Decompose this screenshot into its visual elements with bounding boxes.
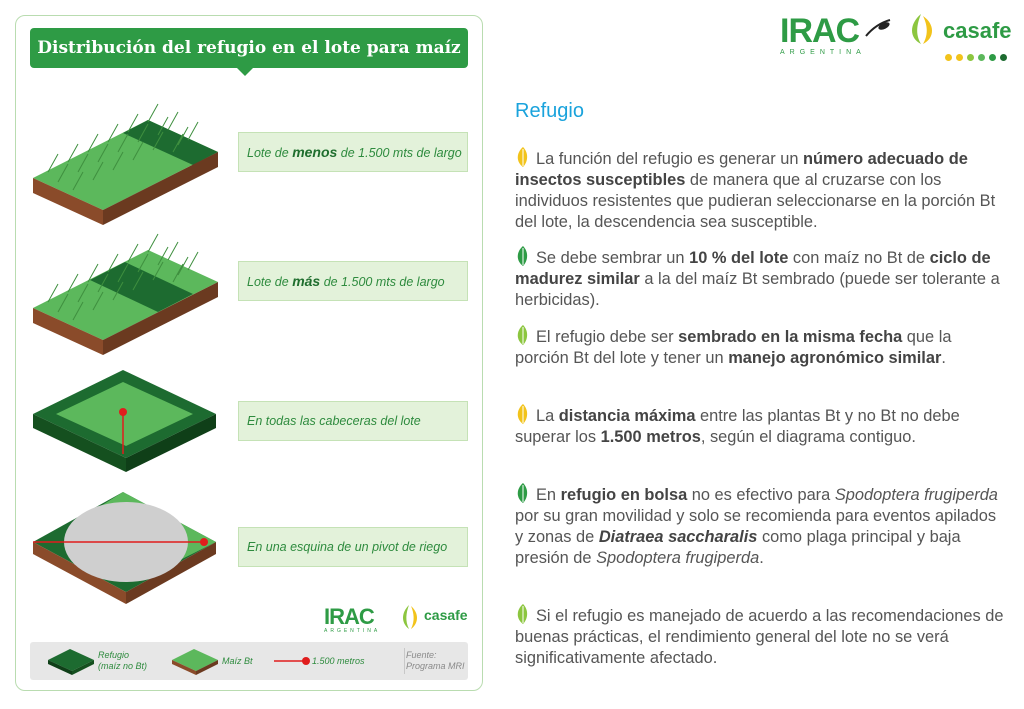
paragraph-3-run: que la porción Bt del lote y tener un [515,328,952,367]
label-lot-large [238,261,468,301]
casafe-logo-top [905,12,1015,60]
legend-distance-label: 1.500 metros [312,656,365,666]
paragraph-4-run: distancia máxima [558,407,696,425]
leaf-bullet-icon [515,245,530,267]
legend-refugio-label [98,650,147,672]
label-lot-small [238,132,468,172]
paragraph-4-run: 1.500 metros [600,428,701,446]
label-lot-large-suffix: de 1.500 mts de largo [320,275,445,289]
paragraph-3-run: sembrado en la misma fecha [678,328,903,346]
paragraph-2 [515,245,1005,311]
irac-logo-bottom-name: IRAC [324,604,374,629]
pivot-illustration [28,484,228,614]
legend-refugio-line2: (maíz no Bt) [98,661,148,671]
leaf-bullet-icon [515,146,530,168]
leaf-bullet-icon [515,482,530,504]
paragraph-3-run: El refugio debe ser [536,328,679,346]
legend-source [406,650,465,672]
irac-logo-top [780,14,892,58]
paragraph-6 [515,603,1005,669]
irac-logo-country: ARGENTINA [780,49,866,56]
paragraph-5-run: . [759,549,764,567]
paragraph-2-run: Se debe sembrar un [536,249,690,267]
legend-bar [30,642,468,680]
legend-source-line1: Fuente: [406,650,437,660]
label-headlands-text: En todas las cabeceras del lote [247,414,421,428]
title-pointer [236,67,254,76]
irac-logo-bottom [324,606,394,636]
label-lot-small-emph: menos [292,144,338,160]
leaf-bullet-icon [515,324,530,346]
label-pivot-text: En una esquina de un pivot de riego [247,540,448,554]
paragraph-5-run: no es efectivo para [687,486,835,504]
legend-refugio-line1: Refugio [98,650,130,660]
label-lot-small-suffix: de 1.500 mts de largo [337,146,462,160]
paragraph-3-run: . [941,349,946,367]
casafe-logo-bottom-name: casafe [424,607,468,623]
casafe-dots [945,48,1011,66]
legend-divider [404,648,405,674]
paragraph-4-run: , según el diagrama contiguo. [700,428,916,446]
paragraph-1-run: número adecuado de insectos susceptibles [515,150,968,189]
infographic-title: Distribución del refugio en el lote para maíz [30,28,468,68]
headlands-illustration [28,362,228,487]
paragraph-6-run: Si el refugio es manejado de acuerdo a las recomendaciones de buenas prácticas, el rendimiento general del lote no se verá significativamente afectado. [515,607,1004,667]
leaf-bullet-icon [515,403,530,425]
paragraph-1-run: La función del refugio es generar un [536,150,803,168]
irac-logo-bottom-country: ARGENTINA [324,628,381,634]
label-pivot [238,527,468,567]
paragraph-1 [515,146,1005,233]
leaf-bullet-icon [515,603,530,625]
legend-source-line2: Programa MRI [406,661,465,671]
label-lot-large-prefix: Lote de [247,275,293,289]
irac-logo-name: IRAC [780,12,860,50]
section-heading: Refugio [515,100,584,122]
paragraph-2-run: con maíz no Bt de [788,249,930,267]
paragraph-5 [515,482,1005,569]
paragraph-5-run: por su gran movilidad y solo se recomienda para eventos apilados y zonas de [515,507,997,546]
paragraph-2-run: 10 % del lote [689,249,789,267]
paragraph-5-run: Spodoptera frugiperda [596,549,760,567]
lot-large-illustration [28,220,228,365]
paragraph-5-run: como plaga principal y baja presión de [515,528,961,567]
casafe-bottom-leaf-icon [398,603,422,631]
casafe-logo-name: casafe [943,18,1012,43]
paragraph-5-run: Diatraea saccharalis [598,528,758,546]
paragraph-5-run: Spodoptera frugiperda [834,486,998,504]
legend-maiz-bt-swatch [170,646,220,676]
label-headlands [238,401,468,441]
paragraph-1-run: de manera que al cruzarse con los individuos resistentes que pudieran seleccionarse en la porción Bt del lote, la descendencia sea susceptible. [515,171,996,231]
paragraph-2-run: a la del maíz Bt sembrado (puede ser tolerante a herbicidas). [515,270,1000,309]
label-lot-small-prefix: Lote de [247,146,293,160]
paragraph-4 [515,403,1005,448]
paragraph-3 [515,324,1005,369]
paragraph-4-run: entre las plantas Bt y no Bt no debe superar los [515,407,960,446]
paragraph-2-run: ciclo de madurez similar [515,249,991,288]
paragraph-4-run: La [536,407,559,425]
casafe-logo-bottom [398,603,470,635]
paragraph-5-run: En [536,486,561,504]
legend-distance-line [274,656,314,666]
lot-small-illustration [28,90,228,235]
insect-icon [864,16,894,40]
casafe-leaf-icon [905,12,939,46]
label-lot-large-emph: más [292,273,321,289]
paragraph-3-run: manejo agronómico similar [728,349,942,367]
legend-refugio-swatch [46,646,96,676]
paragraph-5-run: refugio en bolsa [560,486,688,504]
legend-maiz-bt-label: Maíz Bt [222,656,253,666]
